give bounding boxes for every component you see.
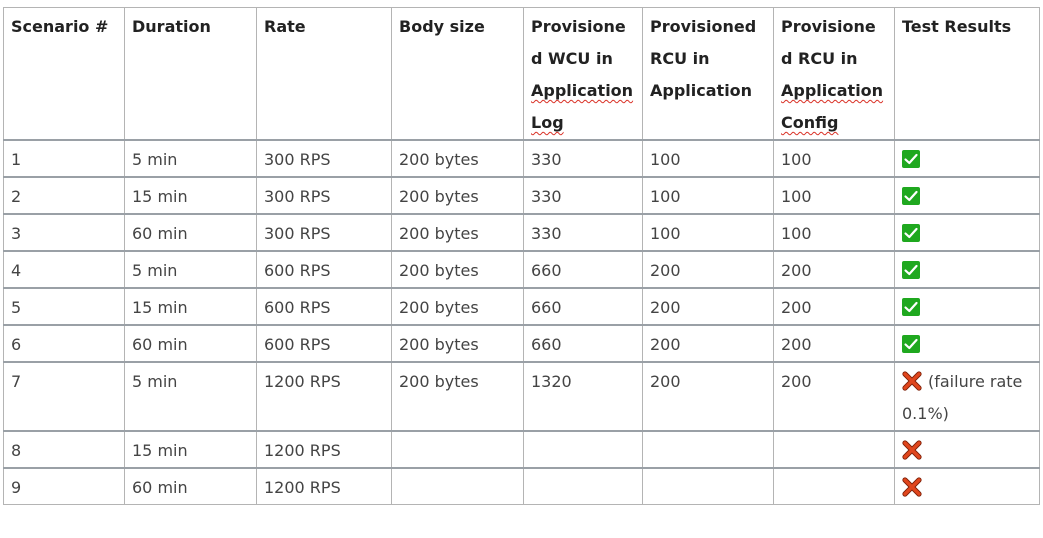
cell-rate: 1200 RPS [257,431,392,468]
cell-rcu-config [774,431,895,468]
cell-test-result [895,251,1040,288]
cell-scenario: 3 [4,214,125,251]
cell-rcu-config: 100 [774,140,895,177]
check-mark-icon [902,150,920,168]
cell-rate: 300 RPS [257,177,392,214]
cell-rate: 600 RPS [257,325,392,362]
cell-body-size [392,431,524,468]
cell-test-result [895,288,1040,325]
cell-body-size [392,468,524,505]
cell-body-size: 200 bytes [392,177,524,214]
cell-wcu-log [524,468,643,505]
cell-wcu-log: 330 [524,214,643,251]
cell-scenario: 8 [4,431,125,468]
cell-test-result [895,325,1040,362]
table-row [4,214,1040,251]
cell-rate: 600 RPS [257,251,392,288]
table-row [4,288,1040,325]
cell-scenario: 5 [4,288,125,325]
header-row [4,8,1040,141]
header-test-results: Test Results [895,8,1040,141]
check-mark-icon [902,261,920,279]
cell-duration: 15 min [125,177,257,214]
cell-wcu-log [524,431,643,468]
spellcheck-word: Config [781,113,839,132]
cell-duration: 5 min [125,362,257,431]
header-wcu-text: Provisione d WCU in [531,17,626,68]
cell-test-result [895,214,1040,251]
cell-rcu-config: 200 [774,362,895,431]
cell-rcu-config: 200 [774,325,895,362]
cell-body-size: 200 bytes [392,325,524,362]
cell-test-result [895,362,1040,431]
cell-body-size: 200 bytes [392,362,524,431]
header-provisioned-rcu-config [774,8,895,141]
failure-rate-note: (failure rate 0.1%) [902,372,1023,423]
cell-duration: 15 min [125,431,257,468]
spellcheck-word: Application [781,81,884,100]
cell-rate: 300 RPS [257,214,392,251]
cell-wcu-log: 1320 [524,362,643,431]
cell-test-result [895,431,1040,468]
spellcheck-word: Application [531,81,634,100]
cell-rcu-config: 200 [774,251,895,288]
cell-rcu-application: 200 [643,325,774,362]
cell-wcu-log: 660 [524,325,643,362]
cell-scenario: 9 [4,468,125,505]
spellcheck-word: Log [531,113,564,132]
cell-rcu-application [643,431,774,468]
header-rate: Rate [257,8,392,141]
cell-duration: 60 min [125,214,257,251]
cell-body-size: 200 bytes [392,140,524,177]
cell-rcu-application: 200 [643,251,774,288]
table-body [4,140,1040,505]
cell-scenario: 4 [4,251,125,288]
cell-rcu-config: 200 [774,288,895,325]
cell-test-result [895,140,1040,177]
cell-rcu-config: 100 [774,214,895,251]
cell-rcu-application: 100 [643,214,774,251]
header-scenario: Scenario # [4,8,125,141]
cell-rate: 1200 RPS [257,362,392,431]
cell-scenario: 7 [4,362,125,431]
cell-scenario: 2 [4,177,125,214]
cell-rcu-config [774,468,895,505]
cell-duration: 60 min [125,325,257,362]
cell-rcu-application [643,468,774,505]
cross-mark-icon [902,476,922,496]
table-row [4,140,1040,177]
cell-body-size: 200 bytes [392,251,524,288]
cell-rcu-application: 100 [643,140,774,177]
cell-duration: 60 min [125,468,257,505]
header-provisioned-rcu-application: Provisioned RCU in Application [643,8,774,141]
cross-mark-icon [902,370,922,390]
cell-rcu-config: 100 [774,177,895,214]
results-table [3,7,1040,505]
cell-rcu-application: 200 [643,362,774,431]
cell-duration: 15 min [125,288,257,325]
check-mark-icon [902,224,920,242]
cell-wcu-log: 660 [524,251,643,288]
header-provisioned-wcu-log [524,8,643,141]
cell-body-size: 200 bytes [392,214,524,251]
cross-mark-icon [902,439,922,459]
table-row [4,325,1040,362]
header-duration: Duration [125,8,257,141]
check-mark-icon [902,187,920,205]
table-row [4,468,1040,505]
cell-rate: 1200 RPS [257,468,392,505]
cell-test-result [895,468,1040,505]
table-row [4,362,1040,431]
cell-wcu-log: 660 [524,288,643,325]
cell-wcu-log: 330 [524,140,643,177]
table-row [4,431,1040,468]
cell-scenario: 6 [4,325,125,362]
table-row [4,251,1040,288]
cell-duration: 5 min [125,251,257,288]
header-body-size: Body size [392,8,524,141]
cell-rcu-application: 100 [643,177,774,214]
header-rcu-config-text: Provisioned RCU in [781,17,876,68]
cell-scenario: 1 [4,140,125,177]
cell-rcu-application: 200 [643,288,774,325]
check-mark-icon [902,335,920,353]
check-mark-icon [902,298,920,316]
cell-wcu-log: 330 [524,177,643,214]
cell-test-result [895,177,1040,214]
cell-body-size: 200 bytes [392,288,524,325]
cell-rate: 600 RPS [257,288,392,325]
cell-rate: 300 RPS [257,140,392,177]
table-row [4,177,1040,214]
cell-duration: 5 min [125,140,257,177]
